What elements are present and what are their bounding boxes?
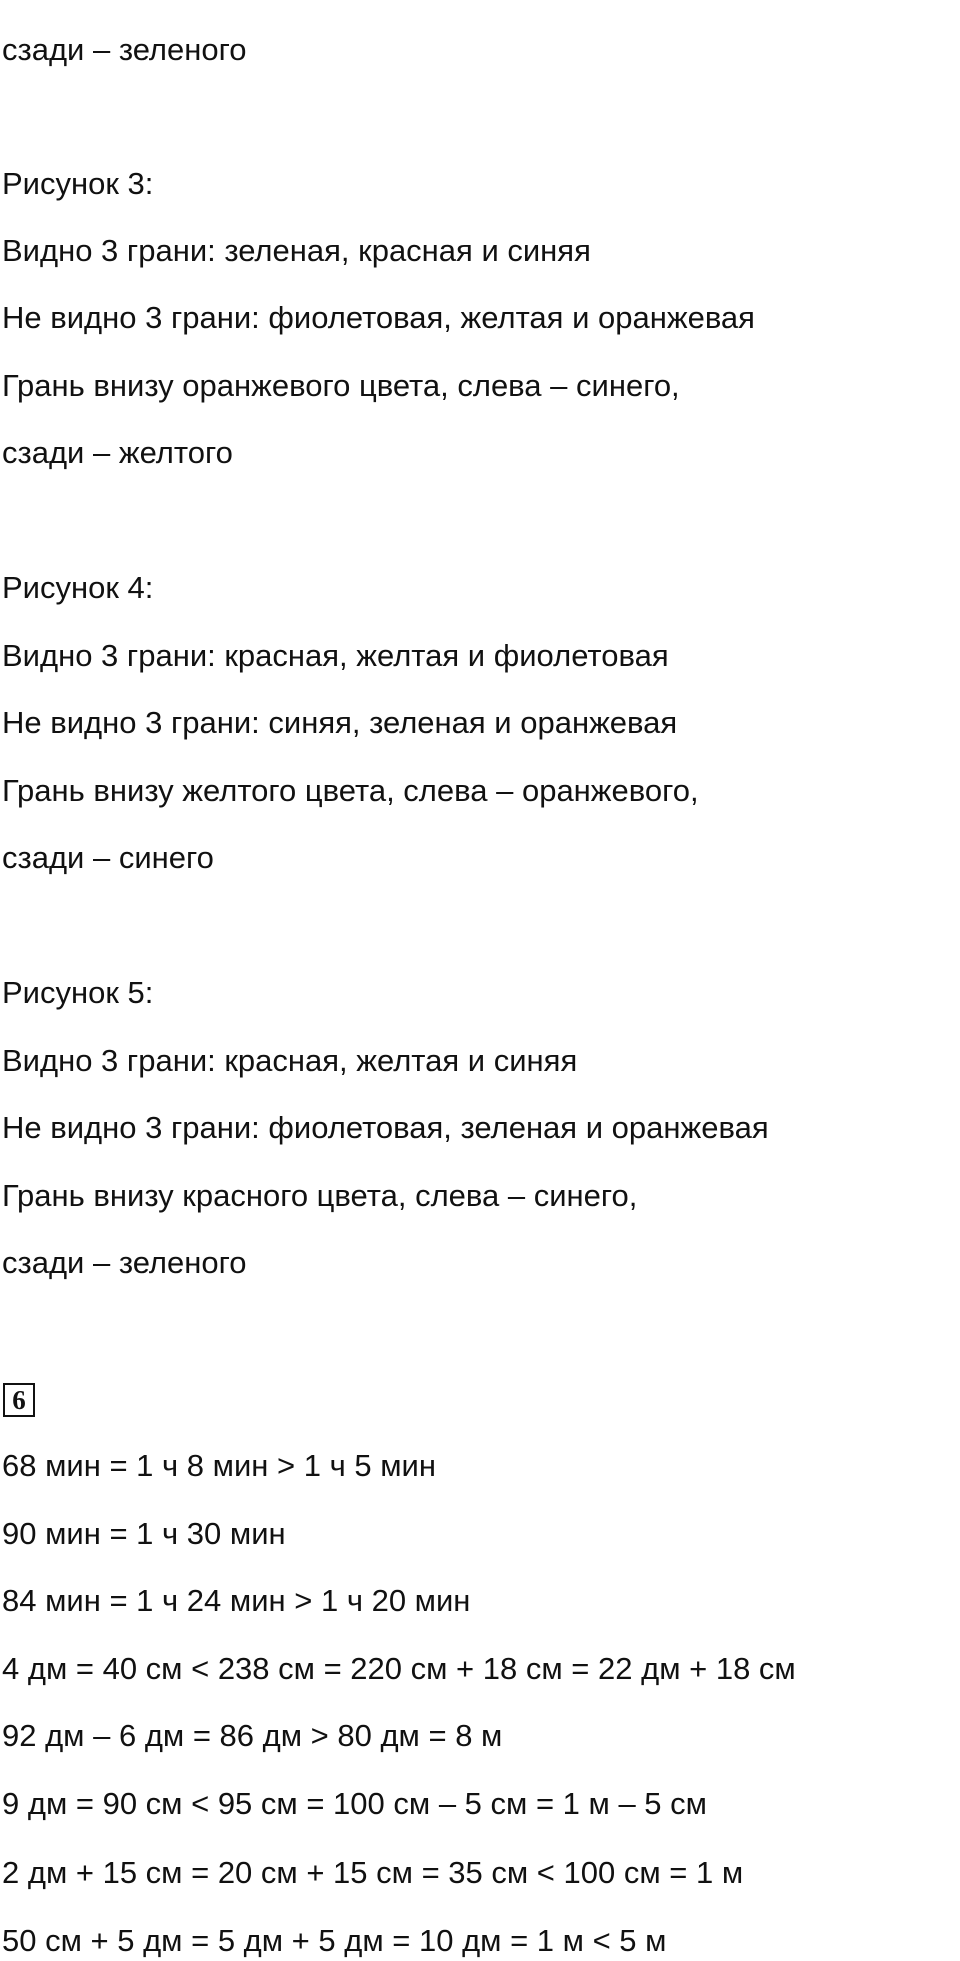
figure-hidden-faces: Не видно 3 грани: фиолетовая, желтая и оранжевая	[2, 300, 755, 335]
figure-visible-faces: Видно 3 грани: красная, желтая и синяя	[2, 1043, 578, 1078]
figure-back-face: сзади – желтого	[2, 435, 233, 470]
task-number-box: 6	[3, 1383, 35, 1417]
task-line: 92 дм – 6 дм = 86 дм > 80 дм = 8 м	[2, 1718, 503, 1753]
figure-bottom-face: Грань внизу желтого цвета, слева – оранжевого,	[2, 773, 699, 808]
figure-bottom-face: Грань внизу красного цвета, слева – синего,	[2, 1178, 638, 1213]
task-line: 4 дм = 40 см < 238 см = 220 см + 18 см = 22 дм + 18 см	[2, 1651, 796, 1686]
figure-hidden-faces: Не видно 3 грани: синяя, зеленая и оранжевая	[2, 705, 678, 740]
figure-title: Рисунок 5:	[2, 975, 154, 1010]
figure-back-face: сзади – синего	[2, 840, 214, 875]
figure-visible-faces: Видно 3 грани: зеленая, красная и синяя	[2, 233, 591, 268]
task-line: 90 мин = 1 ч 30 мин	[2, 1516, 286, 1551]
figure-visible-faces: Видно 3 грани: красная, желтая и фиолетовая	[2, 638, 669, 673]
task-line: 50 см + 5 дм = 5 дм + 5 дм = 10 дм = 1 м < 5 м	[2, 1923, 667, 1958]
figure-hidden-faces: Не видно 3 грани: фиолетовая, зеленая и оранжевая	[2, 1110, 769, 1145]
figure-back-face: сзади – зеленого	[2, 1245, 247, 1280]
task-line: 9 дм = 90 см < 95 см = 100 см – 5 см = 1 м – 5 см	[2, 1786, 707, 1821]
figure-bottom-face: Грань внизу оранжевого цвета, слева – синего,	[2, 368, 680, 403]
task-line: 84 мин = 1 ч 24 мин > 1 ч 20 мин	[2, 1583, 471, 1618]
task-line: 2 дм + 15 см = 20 см + 15 см = 35 см < 100 см = 1 м	[2, 1855, 744, 1890]
text-line: сзади – зеленого	[2, 32, 247, 67]
figure-title: Рисунок 4:	[2, 570, 154, 605]
task-line: 68 мин = 1 ч 8 мин > 1 ч 5 мин	[2, 1448, 436, 1483]
figure-title: Рисунок 3:	[2, 166, 154, 201]
